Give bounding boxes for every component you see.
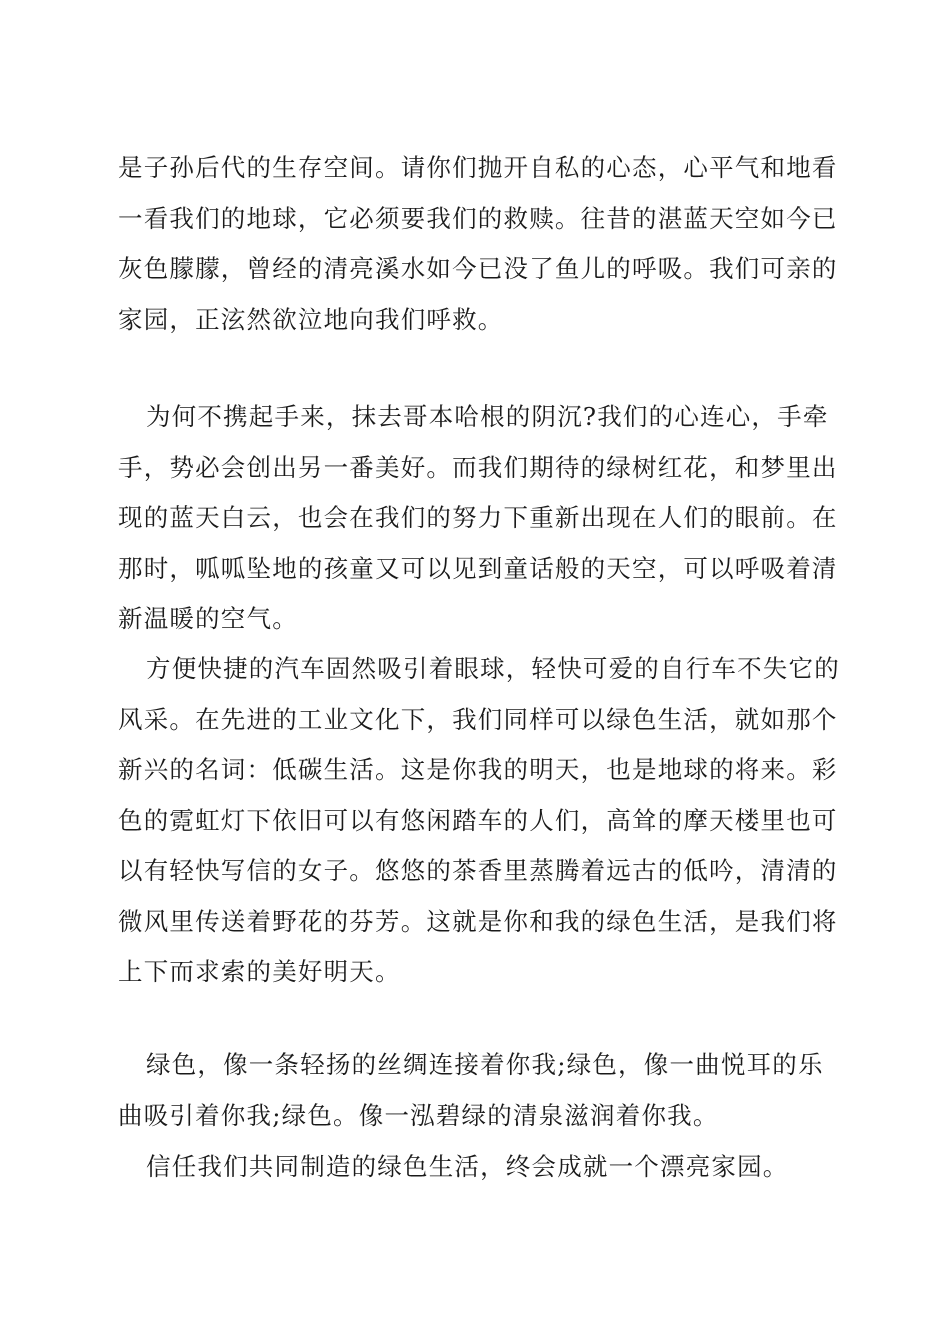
- paragraph-line: 手，势必会创出另一番美好。而我们期待的绿树红花，和梦里出: [118, 452, 838, 482]
- paragraph-line: 曲吸引着你我;绿色。像一泓碧绿的清泉滋润着你我。: [118, 1100, 719, 1130]
- paragraph-line: 为何不携起手来，抹去哥本哈根的阴沉?我们的心连心，手牵: [146, 402, 829, 431]
- paragraph-line: 绿色，像一条轻扬的丝绸连接着你我;绿色，像一曲悦耳的乐: [146, 1050, 824, 1079]
- paragraph-line: 家园，正泫然欲泣地向我们呼救。: [118, 304, 504, 334]
- paragraph-line: 灰色朦朦，曾经的清亮溪水如今已没了鱼儿的呼吸。我们可亲的: [118, 254, 838, 283]
- paragraph-3: [118, 644, 838, 998]
- paragraph-5: [118, 1142, 838, 1193]
- paragraph-line: 微风里传送着野花的芬芳。这就是你和我的绿色生活，是我们将: [118, 906, 838, 936]
- paragraph-line: 风采。在先进的工业文化下，我们同样可以绿色生活，就如那个: [118, 704, 838, 734]
- paragraph-line: 现的蓝天白云，也会在我们的努力下重新出现在人们的眼前。在: [118, 503, 838, 532]
- paragraph-line: 信任我们共同制造的绿色生活，终会成就一个漂亮家园。: [146, 1152, 789, 1181]
- paragraph-line: 一看我们的地球，它必须要我们的救赎。往昔的湛蓝天空如今已: [118, 203, 838, 233]
- paragraph-line: 是子孙后代的生存空间。请你们抛开自私的心态，心平气和地看: [118, 153, 838, 182]
- paragraph-line: 那时，呱呱坠地的孩童又可以见到童话般的天空，可以呼吸着清: [118, 553, 838, 583]
- paragraph-line: 色的霓虹灯下依旧可以有悠闲踏车的人们，高耸的摩天楼里也可: [118, 805, 838, 835]
- paragraph-line: 以有轻快写信的女子。悠悠的茶香里蒸腾着远古的低吟，清清的: [118, 856, 838, 885]
- paragraph-line: 新兴的名词：低碳生活。这是你我的明天，也是地球的将来。彩: [118, 755, 838, 784]
- paragraph-line: 新温暖的空气。: [118, 604, 298, 633]
- paragraph-line: 方便快捷的汽车固然吸引着眼球，轻快可爱的自行车不失它的: [146, 654, 840, 683]
- paragraph-1: [118, 143, 838, 345]
- paragraph-line: 上下而求索的美好明天。: [118, 957, 401, 986]
- paragraph-2: [118, 392, 838, 645]
- paragraph-4: [118, 1040, 838, 1141]
